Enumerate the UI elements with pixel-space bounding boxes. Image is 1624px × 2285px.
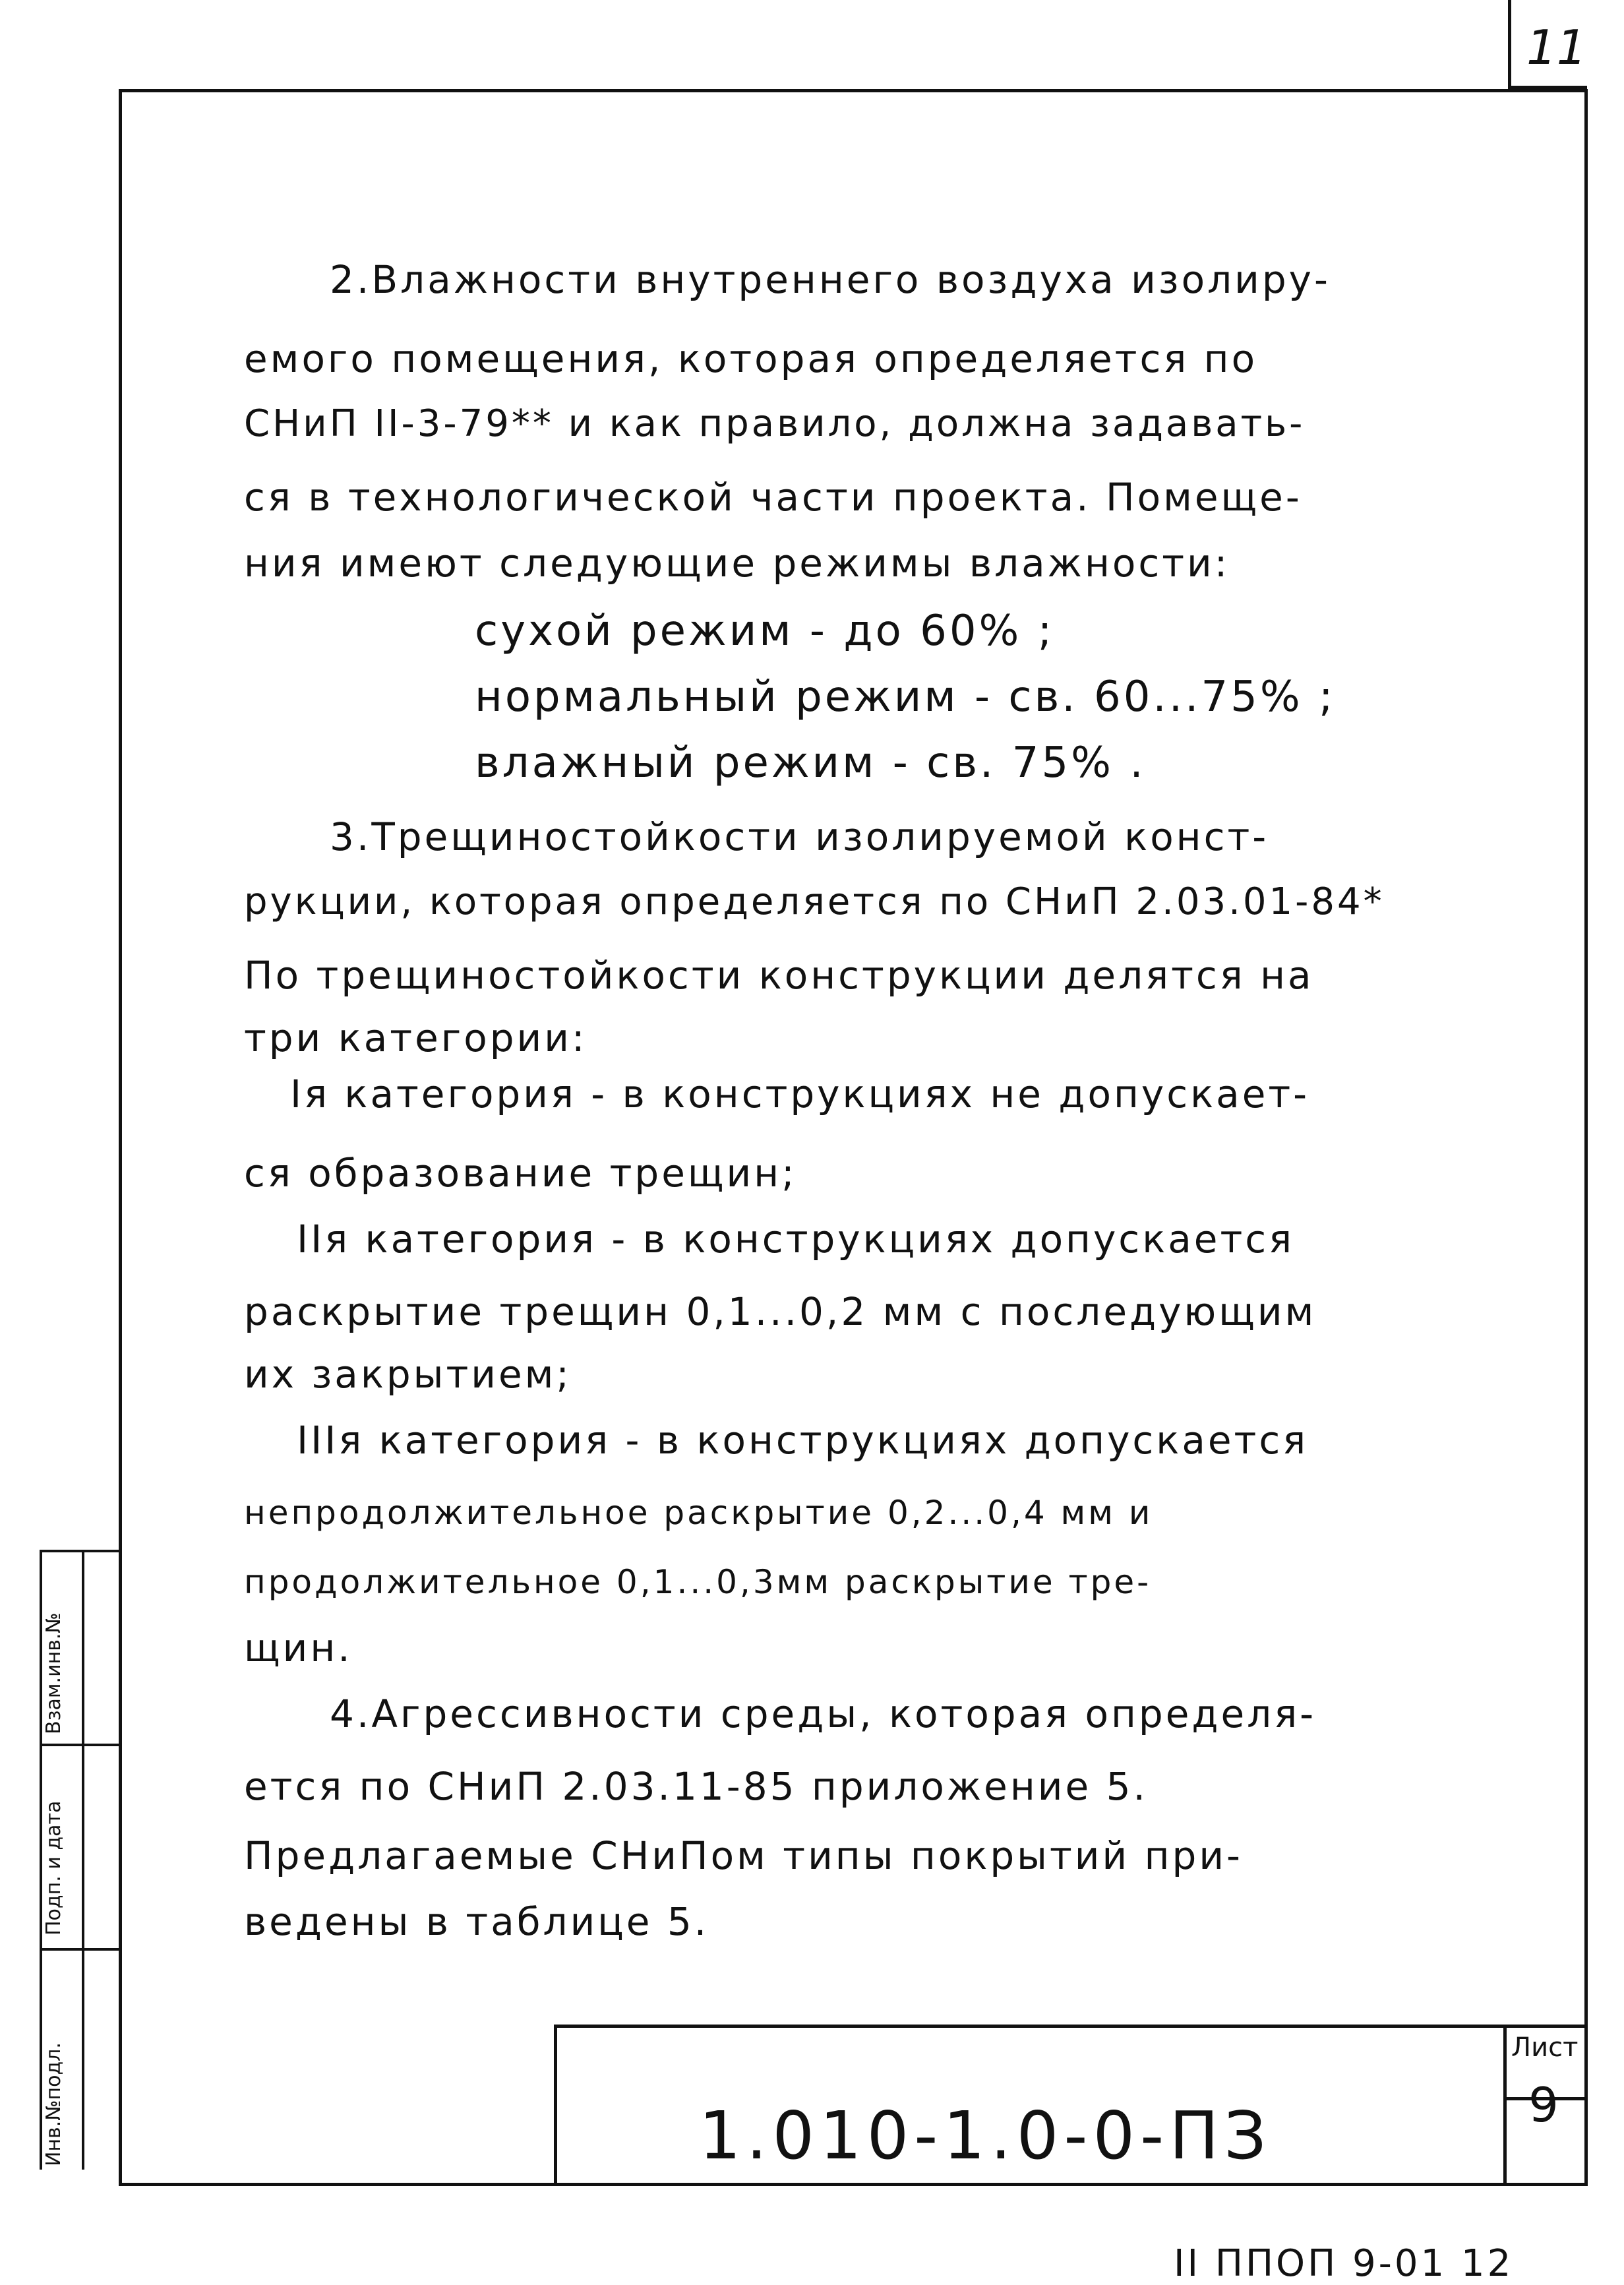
text-line: Предлагаемые СНиПом типы покрытий при- xyxy=(244,1833,1243,1878)
side-stamp-divider xyxy=(42,1744,119,1746)
side-stamp-divider xyxy=(82,1552,84,2170)
text-line: СНиП II-3-79** и как правило, должна задавать- xyxy=(244,402,1306,445)
text-line: По трещиностойкости конструкции делятся на xyxy=(244,953,1314,998)
top-page-number: 11 xyxy=(1526,20,1587,75)
text-line: ется по СНиП 2.03.11-85 приложение 5. xyxy=(244,1764,1148,1809)
text-line: щин. xyxy=(244,1626,353,1670)
archive-code: II ППОП 9-01 12 xyxy=(1174,2242,1514,2285)
text-line: влажный режим - св. 75% . xyxy=(475,739,1146,787)
stamp-label-signature-date: Подп. и дата xyxy=(42,1800,65,1935)
text-line: 2.Влажности внутреннего воздуха изолиру- xyxy=(330,257,1331,302)
text-line: ся образование трещин; xyxy=(244,1151,797,1196)
sheet-number: 9 xyxy=(1528,2077,1559,2133)
text-line: сухой режим - до 60% ; xyxy=(475,607,1055,655)
sheet-label: Лист xyxy=(1511,2032,1579,2063)
text-line: ведены в таблице 5. xyxy=(244,1899,709,1944)
text-line: их закрытием; xyxy=(244,1352,572,1397)
text-line: рукции, которая определяется по СНиП 2.03.01-84* xyxy=(244,880,1385,923)
stamp-label-inv-number: Инв.№подл. xyxy=(42,2042,65,2166)
text-line: IIя категория - в конструкциях допускается xyxy=(297,1217,1295,1262)
text-line: ния имеют следующие режимы влажности: xyxy=(244,541,1230,586)
text-line: непродолжительное раскрытие 0,2...0,4 мм и xyxy=(244,1494,1153,1532)
text-line: емого помещения, которая определяется по xyxy=(244,336,1258,381)
text-line: 4.Агрессивности среды, которая определя- xyxy=(330,1691,1317,1736)
text-line: IIIя категория - в конструкциях допускается xyxy=(297,1418,1309,1463)
text-line: три категории: xyxy=(244,1016,587,1060)
text-line: 3.Трещиностойкости изолируемой конст- xyxy=(330,814,1269,859)
side-stamp-divider xyxy=(42,1948,119,1951)
text-line: нормальный режим - св. 60...75% ; xyxy=(475,673,1336,721)
stamp-label-replacement-inv: Взам.инв.№ xyxy=(42,1612,65,1734)
text-line: продолжительное 0,1...0,3мм раскрытие тре- xyxy=(244,1563,1152,1601)
text-line: Iя категория - в конструкциях не допускает- xyxy=(290,1072,1310,1116)
text-line: ся в технологической части проекта. Помеще- xyxy=(244,475,1302,520)
text-line: раскрытие трещин 0,1...0,2 мм с последующим xyxy=(244,1289,1317,1334)
document-code: 1.010-1.0-0-ПЗ xyxy=(699,2097,1272,2174)
